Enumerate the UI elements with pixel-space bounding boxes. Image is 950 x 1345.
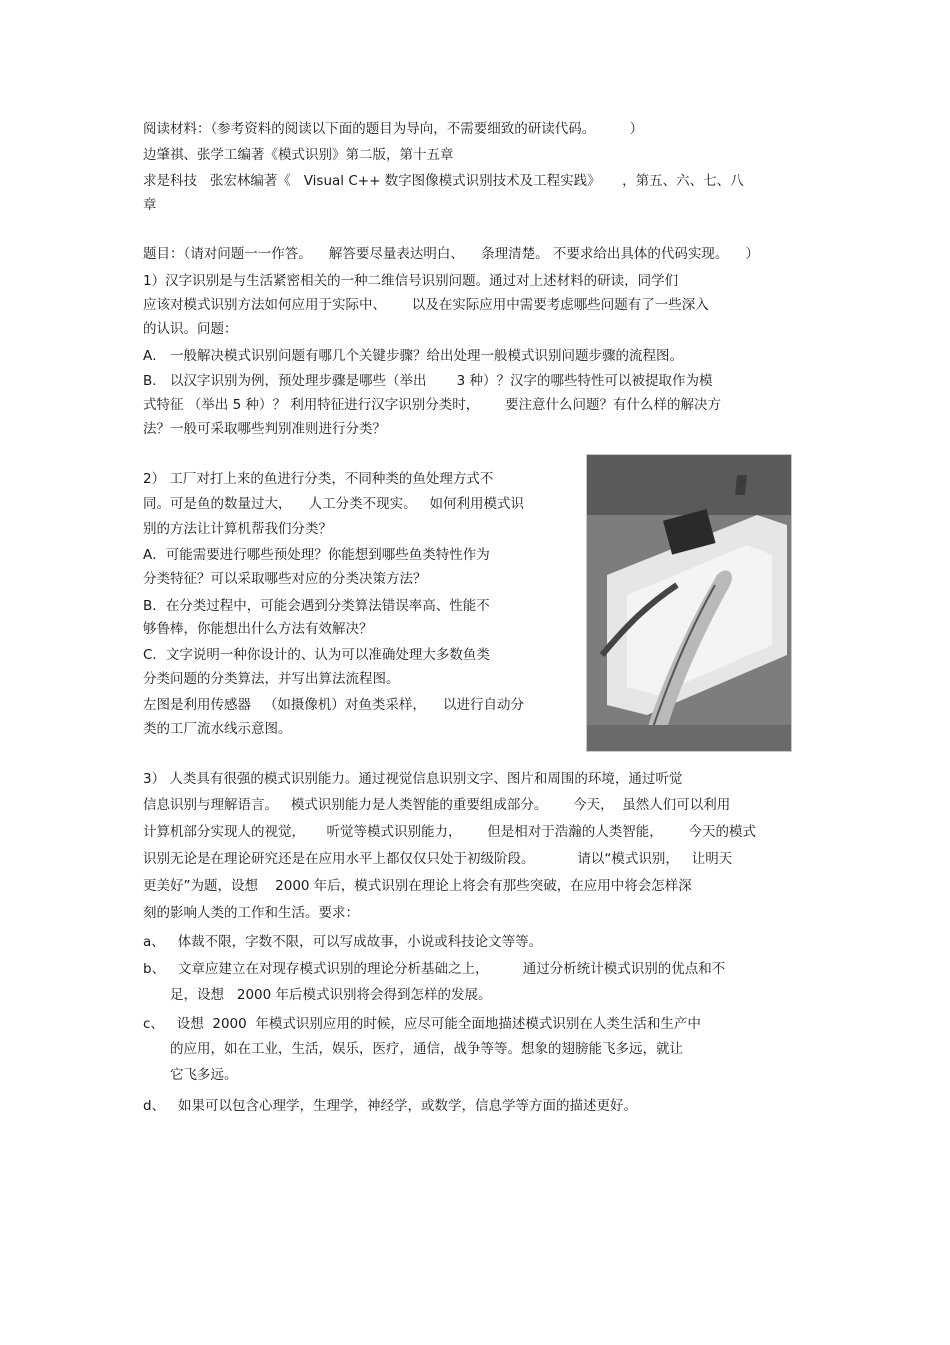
q2-caption-1: 左图是利用传感器 （如摄像机）对鱼类采样， 以进行自动分 bbox=[143, 697, 525, 713]
q3-req-c-3: 它飞多远。 bbox=[170, 1067, 238, 1083]
q2-item-c-1: C．文字说明一种你设计的、认为可以准确处理大多数鱼类 bbox=[143, 647, 490, 663]
q3-line-4: 识别无论是在理论研究还是在应用水平上都仅仅只处于初级阶段。 请以“模式识别， 让明天 bbox=[143, 851, 733, 867]
q2-line-3: 别的方法让计算机帮我们分类？ bbox=[143, 521, 332, 537]
q2-line-1: 2） 工厂对打上来的鱼进行分类，不同种类的鱼处理方式不 bbox=[143, 471, 494, 487]
q3-req-c-2: 的应用，如在工业，生活，娱乐，医疗，通信，战争等等。想象的翅膀能飞多远，就让 bbox=[170, 1041, 683, 1057]
q3-req-a: a、 体裁不限，字数不限，可以写成故事，小说或科技论文等等。 bbox=[143, 934, 543, 950]
q1-line-3: 的认识。问题： bbox=[143, 321, 238, 337]
q3-line-5: 更美好”为题，设想 2000 年后，模式识别在理论上将会有那些突破，在应用中将会怎样深 bbox=[143, 878, 692, 894]
q2-item-b-2: 够鲁棒，你能想出什么方法有效解决？ bbox=[143, 621, 373, 637]
q3-req-b-1: b、 文章应建立在对现存模式识别的理论分析基础之上， 通过分析统计模式识别的优点和不 bbox=[143, 961, 726, 977]
reading-ref-1: 边肇祺、张学工编著《模式识别》第二版，第十五章 bbox=[143, 147, 454, 163]
q3-line-1: 3） 人类具有很强的模式识别能力。通过视觉信息识别文字、图片和周围的环境，通过听觉 bbox=[143, 771, 683, 787]
fish-conveyor-illustration bbox=[587, 455, 791, 751]
topic-intro: 题目：（请对问题一一作答。 解答要尽量表达明白、 条理清楚。 不要求给出具体的代码实现。 ） bbox=[143, 246, 760, 262]
q3-req-b-2: 足，设想 2000 年后模式识别将会得到怎样的发展。 bbox=[170, 987, 492, 1003]
q2-caption-2: 类的工厂流水线示意图。 bbox=[143, 721, 292, 737]
q3-line-2: 信息识别与理解语言。 模式识别能力是人类智能的重要组成部分。 今天， 虽然人们可以利用 bbox=[143, 797, 731, 813]
q3-req-d: d、 如果可以包含心理学，生理学，神经学，或数学，信息学等方面的描述更好。 bbox=[143, 1098, 637, 1114]
q1-item-b-2: 式特征 （举出 5 种）？ 利用特征进行汉字识别分类时， 要注意什么问题？有什么样的解决方 bbox=[143, 397, 722, 413]
fish-conveyor-photo bbox=[586, 454, 792, 752]
q1-item-b-1: B． 以汉字识别为例，预处理步骤是哪些（举出 3 种）？汉字的哪些特性可以被提取作为模 bbox=[143, 373, 713, 389]
q2-item-a-1: A．可能需要进行哪些预处理？你能想到哪些鱼类特性作为 bbox=[143, 547, 490, 563]
q3-req-c-1: c、 设想 2000 年模式识别应用的时候，应尽可能全面地描述模式识别在人类生活和生产中 bbox=[143, 1016, 701, 1032]
q2-item-b-1: B．在分类过程中，可能会遇到分类算法错误率高、性能不 bbox=[143, 598, 490, 614]
q2-item-a-2: 分类特征？可以采取哪些对应的分类决策方法？ bbox=[143, 571, 427, 587]
q3-line-6: 刻的影响人类的工作和生活。要求： bbox=[143, 905, 359, 921]
q1-line-2: 应该对模式识别方法如何应用于实际中、 以及在实际应用中需要考虑哪些问题有了一些深入 bbox=[143, 297, 709, 313]
q1-item-a: A． 一般解决模式识别问题有哪几个关键步骤？给出处理一般模式识别问题步骤的流程图。 bbox=[143, 348, 684, 364]
reading-ref-2: 求是科技 张宏林编著《 Visual C++ 数字图像模式识别技术及工程实践》 ，第五、六、七、八 bbox=[143, 173, 744, 189]
q1-line-1: 1）汉字识别是与生活紧密相关的一种二维信号识别问题。通过对上述材料的研读，同学们 bbox=[143, 273, 679, 289]
reading-intro: 阅读材料：（参考资料的阅读以下面的题目为导向，不需要细致的研读代码。 ） bbox=[143, 121, 644, 137]
q2-line-2: 同。可是鱼的数量过大， 人工分类不现实。 如何利用模式识 bbox=[143, 496, 525, 512]
q3-line-3: 计算机部分实现人的视觉， 听觉等模式识别能力， 但是相对于浩瀚的人类智能， 今天的模式 bbox=[143, 824, 756, 840]
q2-item-c-2: 分类问题的分类算法，并写出算法流程图。 bbox=[143, 671, 400, 687]
q1-item-b-3: 法？一般可采取哪些判别准则进行分类？ bbox=[143, 421, 386, 437]
reading-ref-2-cont: 章 bbox=[143, 197, 157, 213]
